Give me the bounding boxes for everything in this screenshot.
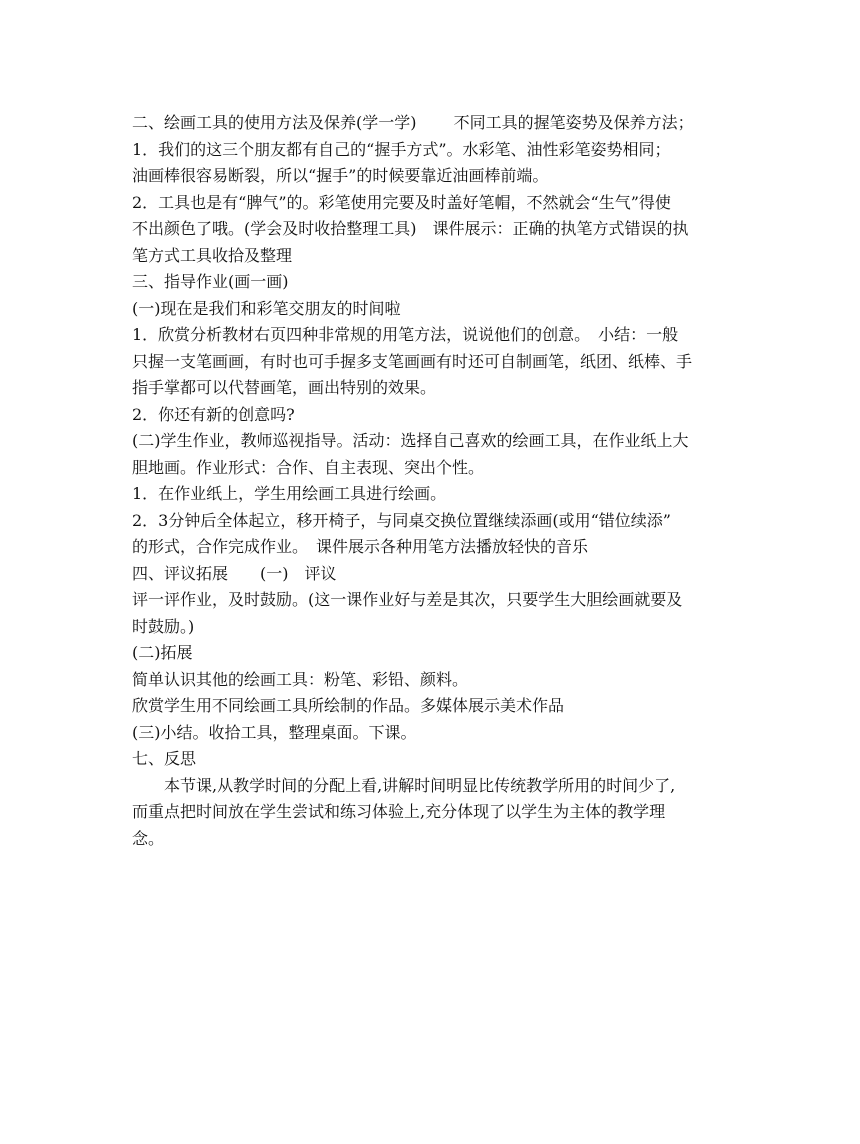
section-heading-homework: 三、指导作业(画一画) <box>132 272 289 291</box>
paragraph-line: 时鼓励。) <box>132 616 195 636</box>
paragraph-line: 念。 <box>132 828 165 848</box>
paragraph-line: 简单认识其他的绘画工具：粉笔、彩铅、颜料。 <box>132 669 469 689</box>
subsection-heading: (二)学生作业，教师巡视指导。活动：选择自己喜欢的绘画工具，在作业纸上大 <box>132 431 689 450</box>
subsection-heading: (一)现在是我们和彩笔交朋友的时间啦 <box>132 298 401 318</box>
paragraph-line: 2．工具也是有“脾气”的。彩笔使用完要及时盖好笔帽，不然就会“生气”得使 <box>132 192 671 212</box>
paragraph-line: 2．3分钟后全体起立，移开椅子，与同桌交换位置继续添画(或用“错位续添” <box>132 510 671 530</box>
paragraph-line: 1．欣赏分析教材右页四种非常规的用笔方法，说说他们的创意。 小结：一般 <box>132 325 679 344</box>
paragraph-line: 笔方式工具收拾及整理 <box>132 245 293 265</box>
paragraph-line: 油画棒很容易断裂，所以“握手”的时候要靠近油画棒前端。 <box>132 166 549 185</box>
paragraph-line: 的形式，合作完成作业。 课件展示各种用笔方法播放轻快的音乐 <box>132 537 589 556</box>
paragraph-line: 不出颜色了哦。(学会及时收拾整理工具) 课件展示：正确的执笔方式错误的执 <box>132 219 689 238</box>
paragraph-line: 2．你还有新的创意吗? <box>132 404 295 424</box>
paragraph-line: 胆地画。作业形式：合作、自主表现、突出个性。 <box>132 457 485 477</box>
paragraph-line: 1．我们的这三个朋友都有自己的“握手方式”。水彩笔、油性彩笔姿势相同； <box>132 139 671 159</box>
paragraph-line: (三)小结。收拾工具，整理桌面。下课。 <box>132 722 417 742</box>
paragraph-line: 欣赏学生用不同绘画工具所绘制的作品。多媒体展示美术作品 <box>132 696 565 715</box>
paragraph-line: 而重点把时间放在学生尝试和练习体验上,充分体现了以学生为主体的教学理 <box>132 802 666 821</box>
document-body <box>132 110 734 852</box>
paragraph-line: 只握一支笔画画，有时也可手握多支笔画画有时还可自制画笔，纸团、纸棒、手 <box>132 351 693 371</box>
section-heading-review: 四、评议拓展 (一) 评议 <box>132 563 337 583</box>
paragraph-line: 指手掌都可以代替画笔，画出特别的效果。 <box>132 378 437 397</box>
paragraph-line: 1．在作业纸上，学生用绘画工具进行绘画。 <box>132 484 447 503</box>
subsection-heading: (二)拓展 <box>132 643 193 662</box>
section-heading-reflection: 七、反思 <box>132 749 197 768</box>
paragraph-line: 本节课,从教学时间的分配上看,讲解时间明显比传统教学所用的时间少了, <box>164 775 676 795</box>
section-heading-tools: 二、绘画工具的使用方法及保养(学一学) 不同工具的握笔姿势及保养方法； <box>132 113 694 132</box>
paragraph-line: 评一评作业，及时鼓励。(这一课作业好与差是其次，只要学生大胆绘画就要及 <box>132 590 683 609</box>
